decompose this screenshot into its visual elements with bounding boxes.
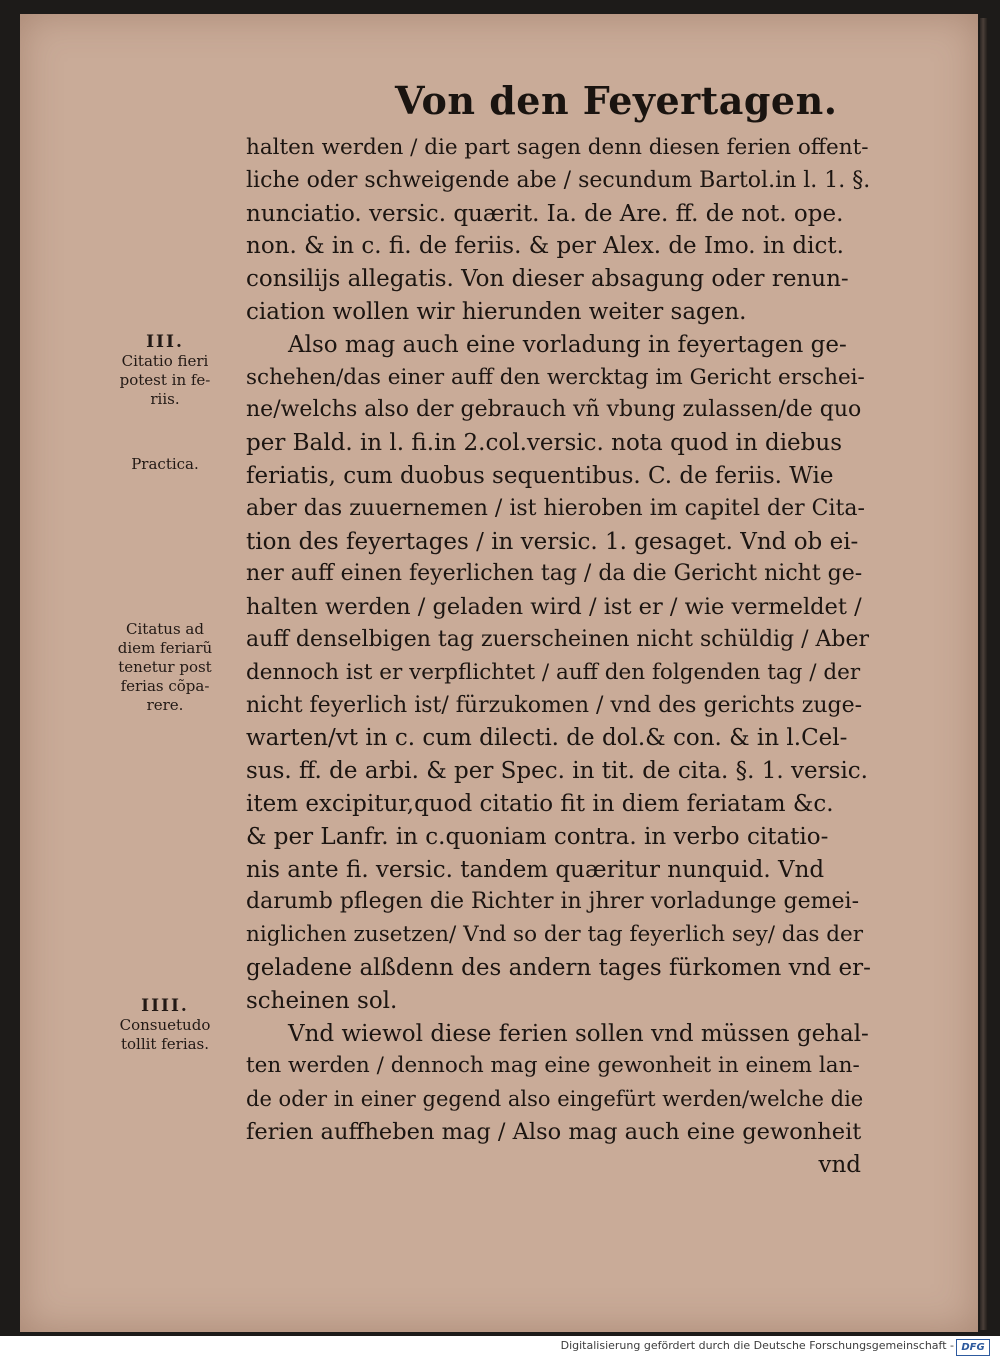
text-line: dennoch ist er verpflichtet / auff den folgenden tag / der (246, 659, 861, 685)
text-line: auff denselbigen tag zuerscheinen nicht schüldig / Aber (246, 626, 870, 652)
text-line: feriatis, cum duobus sequentibus. C. de feriis. Wie (246, 462, 834, 489)
text-line: Also mag auch eine vorladung in feyertagen ge- (288, 331, 847, 358)
dfg-logo: DFG (956, 1339, 990, 1356)
margin-note-practica (100, 455, 230, 474)
text-line: ferien auffheben mag / Also mag auch eine gewonheit (246, 1118, 862, 1145)
margin-note-line: Practica. (131, 455, 199, 473)
margin-note-consuetudo (100, 997, 230, 1054)
text-line: nis ante fi. versic. tandem quæritur nunquid. Vnd (246, 856, 825, 883)
funding-notice: Digitalisierung gefördert durch die Deutsche Forschungsgemeinschaft - (560, 1339, 954, 1352)
running-head: Von den Feyertagen. (395, 78, 838, 123)
text-line: sus. ff. de arbi. & per Spec. in tit. de cita. §. 1. versic. (246, 758, 868, 785)
page-edge (980, 18, 988, 1330)
margin-note-line: rere. (146, 696, 184, 714)
text-line: scheinen sol. (246, 987, 398, 1014)
text-line: ne/welchs also der gebrauch vñ vbung zulassen/de quo (246, 397, 862, 423)
text-line: darumb pflegen die Richter in jhrer vorladunge gemei- (246, 889, 860, 915)
margin-note-line: tenetur post (118, 658, 212, 676)
margin-note-citatio (100, 333, 230, 409)
text-line: per Bald. in l. fi.in 2.col.versic. nota quod in diebus (246, 430, 843, 457)
text-line: nicht feyerlich ist/ fürzukomen / vnd des gerichts zuge- (246, 692, 863, 718)
margin-note-number: III. (146, 332, 184, 352)
text-line: Vnd wiewol diese ferien sollen vnd müssen gehal- (288, 1020, 869, 1047)
text-line: schehen/das einer auff den wercktag im Gericht erschei- (246, 364, 865, 390)
text-line: nunciatio. versic. quærit. Ia. de Are. ff. de not. ope. (246, 200, 844, 227)
text-line: tion des feyertages / in versic. 1. gesaget. Vnd ob ei- (246, 528, 859, 555)
text-line: halten werden / geladen wird / ist er / wie vermeldet / (246, 594, 862, 621)
catchword: vnd (818, 1151, 861, 1178)
text-line: ner auff einen feyerlichen tag / da die Gericht nicht ge- (246, 561, 863, 587)
margin-note-line: tollit ferias. (120, 1035, 210, 1053)
text-line: de oder in einer gegend also eingefürt werden/welche die (246, 1087, 864, 1112)
text-line: niglichen zusetzen/ Vnd so der tag feyerlich sey/ das der (246, 922, 864, 948)
margin-note-line: Citatio fieri (121, 352, 209, 370)
text-line: halten werden / die part sagen denn diesen ferien offent- (246, 135, 869, 160)
footer-bar (0, 1336, 1000, 1358)
text-line: aber das zuuernemen / ist hieroben im capitel der Cita- (246, 495, 865, 521)
text-line: liche oder schweigende abe / secundum Bartol.in l. 1. §. (246, 167, 871, 193)
margin-note-line: Consuetudo (119, 1016, 211, 1034)
margin-note-line: diem feriarũ (117, 639, 213, 657)
margin-note-citatus (100, 620, 230, 715)
text-line: non. & in c. fi. de feriis. & per Alex. de Imo. in dict. (246, 233, 844, 260)
margin-note-line: potest in fe- (119, 371, 211, 389)
margin-note-number: IIII. (141, 996, 189, 1016)
text-line: item excipitur,quod citatio fit in diem feriatam &c. (246, 790, 834, 817)
margin-note-line: ferias cõpa- (120, 677, 210, 695)
text-line: & per Lanfr. in c.quoniam contra. in verbo citatio- (246, 823, 829, 850)
body-text (246, 132, 871, 1182)
text-line: warten/vt in c. cum dilecti. de dol.& con. & in l.Cel- (246, 725, 848, 752)
text-line: consilijs allegatis. Von dieser absagung oder renun- (246, 266, 849, 293)
margin-note-line: Citatus ad (126, 620, 204, 638)
text-line: ciation wollen wir hierunden weiter sagen. (246, 298, 747, 325)
text-line: geladene alßdenn des andern tages fürkomen vnd er- (246, 954, 871, 981)
margin-note-line: riis. (150, 390, 180, 408)
text-line: ten werden / dennoch mag eine gewonheit in einem lan- (246, 1053, 860, 1079)
